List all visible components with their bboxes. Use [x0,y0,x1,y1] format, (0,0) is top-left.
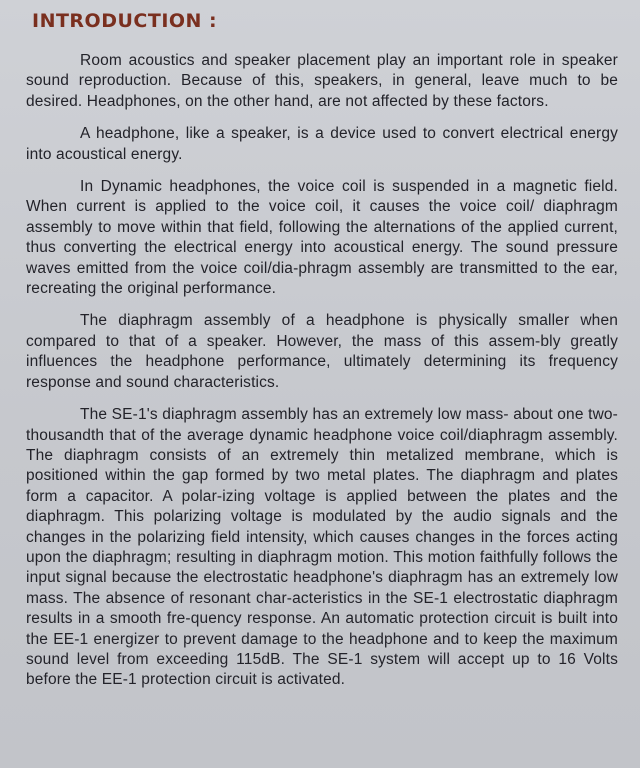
section-heading: INTRODUCTION : [32,10,218,32]
paragraph-room-acoustics: Room acoustics and speaker placement play an important role in speaker sound reproduction. Because of this, speakers, in general, leave much to be desired. Headphones, on the other hand, are not affected by these factors. [26,52,618,110]
paragraph-diaphragm-mass: The diaphragm assembly of a headphone is physically smaller when compared to that of a speaker. However, the mass of this assem-bly greatly influences the headphone performance, ultimately determining its frequency response and sound characteristics. [26,312,618,391]
paragraph-headphone-definition: A headphone, like a speaker, is a device used to convert electrical energy into acoustical energy. [26,125,618,163]
paragraph-se1-diaphragm: The SE-1's diaphragm assembly has an extremely low mass- about one two-thousandth that of the average dynamic headphone voice coil/diaphragm assembly. The diaphragm consists of an extremely thin metalized membrane, which is positioned within the gap formed by two metal plates. The diaphragm and plates form a capacitor. A polar-izing voltage is applied between the plates and the diaphragm. This polarizing voltage is modulated by the audio signals and the changes in the polarizing field intensity, which causes changes in the forces acting upon the diaphragm; resulting in diaphragm motion. This motion faithfully follows the input signal because the electrostatic headphone's diaphragm has an extremely low mass. The absence of resonant char-acteristics in the SE-1 electrostatic diaphragm results in a smooth fre-quency response. An automatic protection circuit is built into the EE-1 energizer to prevent damage to the headphone and to keep the maximum sound level from exceeding 115dB. The SE-1 system will accept up to 16 Volts before the EE-1 protection circuit is activated. [26,406,618,689]
paragraph-dynamic-headphones: In Dynamic headphones, the voice coil is suspended in a magnetic field. When current is applied to the voice coil, it causes the voice coil/ diaphragm assembly to move within that field, following the alternations of the applied current, thus converting the electrical energy into acoustical energy. The sound pressure waves emitted from the voice coil/dia-phragm assembly are transmitted to the ear, recreating the original performance. [26,178,618,298]
